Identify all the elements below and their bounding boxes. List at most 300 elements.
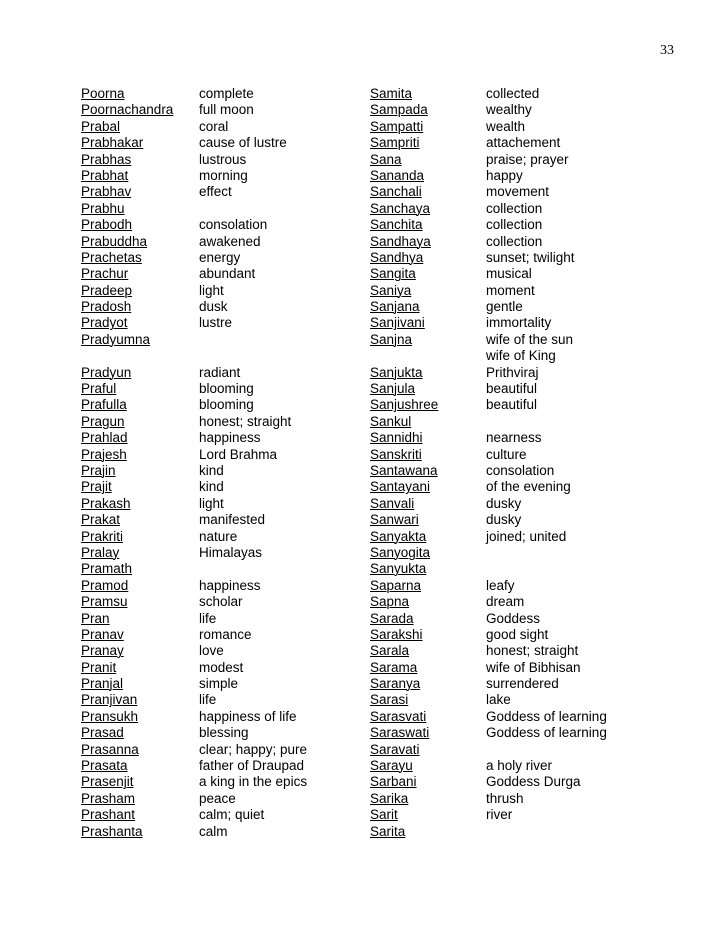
meaning-entry [486, 184, 607, 200]
meaning-entry [199, 725, 307, 741]
meaning-text: good sight [486, 626, 549, 642]
meaning-text: wife of Bibhisan [486, 659, 581, 675]
name-entry [81, 152, 173, 168]
name-entry [81, 447, 173, 463]
meaning-text: wife of the sun [486, 331, 574, 347]
name-text: Sangita [370, 266, 416, 282]
meaning-text: dusk [199, 299, 228, 315]
name-text: Pranay [81, 643, 124, 659]
meaning-text: consolation [199, 217, 268, 233]
name-entry [81, 250, 173, 266]
meaning-entry [486, 611, 607, 627]
meaning-entry [199, 299, 307, 315]
name-text: Pradeep [81, 282, 133, 298]
meaning-text: happiness [199, 430, 261, 446]
meaning-entry [199, 201, 307, 217]
name-text: Sanjula [370, 381, 416, 397]
name-text: Prashant [81, 807, 136, 823]
name-entry [81, 561, 173, 577]
meaning-entry [486, 201, 607, 217]
meaning-text: moment [486, 282, 535, 298]
name-text: Pransukh [81, 708, 139, 724]
name-text: Sanwari [370, 512, 419, 528]
meaning-entry [486, 758, 607, 774]
name-text: Prabodh [81, 217, 133, 233]
name-entry [370, 283, 438, 299]
meaning-text: life [199, 692, 217, 708]
name-text: Sankul [370, 413, 412, 429]
page-number: 33 [660, 43, 674, 58]
meaning-entry [199, 643, 307, 659]
meaning-entry [199, 348, 307, 364]
meaning-entry [486, 266, 607, 282]
name-entry [370, 463, 438, 479]
name-entry [81, 545, 173, 561]
meaning-entry [199, 709, 307, 725]
meaning-text: culture [486, 446, 527, 462]
name-entry [81, 676, 173, 692]
meaning-entry [486, 479, 607, 495]
name-text: Prabhas [81, 151, 132, 167]
meaning-entry [199, 119, 307, 135]
name-text: Sarayu [370, 758, 413, 774]
meaning-entry [199, 414, 307, 430]
name-entry [370, 430, 438, 446]
meaning-text: collection [486, 217, 543, 233]
meaning-text: coral [199, 118, 229, 134]
meaning-text: wealthy [486, 102, 532, 118]
meaning-text: cause of lustre [199, 135, 287, 151]
name-text: Prahlad [81, 430, 128, 446]
meaning-entry [486, 594, 607, 610]
meaning-entry [486, 299, 607, 315]
meaning-text: honest; straight [199, 413, 292, 429]
name-entry [81, 299, 173, 315]
name-text: Prabhakar [81, 135, 144, 151]
name-entry [370, 135, 438, 151]
name-text: Sarasvati [370, 708, 427, 724]
meaning-entry [486, 414, 607, 430]
name-text: Pran [81, 610, 110, 626]
name-entry [81, 709, 173, 725]
meaning-text: awakened [199, 233, 261, 249]
meaning-text: calm [199, 823, 228, 839]
meaning-entry [199, 250, 307, 266]
meaning-text: nearness [486, 430, 542, 446]
meaning-entry [199, 594, 307, 610]
name-entry [370, 660, 438, 676]
name-entry [81, 201, 173, 217]
meaning-entry [199, 397, 307, 413]
meaning-text: happiness of life [199, 708, 297, 724]
meaning-entry [486, 217, 607, 233]
name-text: Prasham [81, 790, 136, 806]
meaning-text: romance [199, 626, 252, 642]
meaning-text: light [199, 495, 224, 511]
name-entry [81, 643, 173, 659]
meaning-text: joined; united [486, 528, 567, 544]
name-entry [81, 348, 173, 364]
name-text: Santayani [370, 479, 431, 495]
meaning-entry [486, 627, 607, 643]
meaning-text: sunset; twilight [486, 249, 575, 265]
meaning-text: surrendered [486, 676, 559, 692]
name-text: Sanyogita [370, 544, 431, 560]
meaning-entry [199, 676, 307, 692]
meaning-entry [199, 332, 307, 348]
meaning-entry [199, 742, 307, 758]
meaning-text: modest [199, 659, 244, 675]
meaning-entry [199, 102, 307, 118]
name-text: Saparna [370, 577, 422, 593]
name-entry [81, 168, 173, 184]
meaning-text: Goddess Durga [486, 774, 581, 790]
name-entry [370, 168, 438, 184]
meaning-text: of the evening [486, 479, 571, 495]
name-entry [81, 660, 173, 676]
meaning-text: gentle [486, 299, 523, 315]
meaning-text: complete [199, 86, 254, 101]
meaning-entry [486, 824, 607, 840]
name-text: Sananda [370, 167, 425, 183]
name-text: Prabhat [81, 167, 129, 183]
meaning-entry [486, 102, 607, 118]
meaning-text: musical [486, 266, 532, 282]
name-text: Pranjivan [81, 692, 138, 708]
meaning-entry [486, 332, 607, 348]
name-text: Sampada [370, 102, 428, 118]
name-text: Sanjna [370, 331, 413, 347]
left-meanings-column [199, 86, 307, 840]
meaning-text: blooming [199, 397, 254, 413]
meaning-text: simple [199, 676, 239, 692]
meaning-entry [486, 168, 607, 184]
name-entry [370, 332, 438, 348]
meaning-text: wealth [486, 118, 526, 134]
name-entry [370, 397, 438, 413]
meaning-text: blessing [199, 725, 249, 741]
name-text: Saranya [370, 676, 421, 692]
name-text: Sanjivani [370, 315, 425, 331]
name-text: Poornachandra [81, 102, 174, 118]
meaning-text: lake [486, 692, 511, 708]
name-entry [81, 430, 173, 446]
name-text: Pramath [81, 561, 133, 577]
meaning-text: scholar [199, 594, 243, 610]
meaning-entry [486, 791, 607, 807]
meaning-text: manifested [199, 512, 266, 528]
meaning-entry [199, 463, 307, 479]
name-text: Saraswati [370, 725, 430, 741]
meaning-entry [486, 397, 607, 413]
meaning-text: collected [486, 86, 540, 101]
meaning-entry [486, 545, 607, 561]
name-text: Sanyakta [370, 528, 427, 544]
meaning-entry [486, 561, 607, 577]
name-text: Poorna [81, 86, 125, 101]
name-entry [370, 512, 438, 528]
name-entry [370, 201, 438, 217]
right-meanings-column [486, 86, 607, 840]
name-text: Sandhaya [370, 233, 431, 249]
meaning-text: father of Draupad [199, 758, 305, 774]
name-entry [81, 807, 173, 823]
meaning-text: energy [199, 249, 241, 265]
meaning-text: consolation [486, 462, 555, 478]
meaning-entry [486, 807, 607, 823]
name-text: Prabal [81, 118, 121, 134]
name-entry [81, 742, 173, 758]
name-text: Pragun [81, 413, 125, 429]
name-entry [81, 102, 173, 118]
name-text: Prasata [81, 758, 128, 774]
name-text: Prachur [81, 266, 129, 282]
meaning-text: effect [199, 184, 232, 200]
name-entry [370, 643, 438, 659]
meaning-text: full moon [199, 102, 254, 118]
name-text: Praful [81, 381, 117, 397]
name-text: Pranav [81, 626, 124, 642]
meaning-entry [199, 86, 307, 102]
name-entry [81, 135, 173, 151]
right-names-column [370, 86, 438, 840]
name-entry [81, 774, 173, 790]
name-entry [81, 381, 173, 397]
meaning-entry [199, 381, 307, 397]
meaning-entry [199, 529, 307, 545]
meaning-text: wife of King [486, 348, 556, 364]
name-text: Sampatti [370, 118, 424, 134]
meaning-text: calm; quiet [199, 807, 265, 823]
name-entry [370, 611, 438, 627]
name-entry [370, 742, 438, 758]
name-text: Prajit [81, 479, 112, 495]
meaning-entry [486, 692, 607, 708]
meaning-text: Goddess of learning [486, 708, 607, 724]
name-entry [370, 266, 438, 282]
name-entry [81, 479, 173, 495]
name-entry [81, 414, 173, 430]
name-text: Prabhu [81, 200, 125, 216]
name-entry [370, 447, 438, 463]
meaning-entry [199, 152, 307, 168]
name-entry [81, 627, 173, 643]
name-entry [370, 676, 438, 692]
name-text: Saravati [370, 741, 420, 757]
name-entry [370, 152, 438, 168]
meaning-text: love [199, 643, 224, 659]
name-entry [81, 758, 173, 774]
meaning-text: a holy river [486, 758, 553, 774]
meaning-entry [486, 496, 607, 512]
name-entry [370, 414, 438, 430]
meaning-text: light [199, 282, 224, 298]
meaning-entry [199, 283, 307, 299]
meaning-entry [486, 578, 607, 594]
name-text: Sarada [370, 610, 414, 626]
name-text: Pradyumna [81, 331, 151, 347]
name-text: Prasanna [81, 741, 139, 757]
meaning-entry [486, 250, 607, 266]
name-entry [81, 496, 173, 512]
name-entry [81, 86, 173, 102]
name-text: Sarakshi [370, 626, 423, 642]
name-entry [370, 692, 438, 708]
name-entry [370, 479, 438, 495]
name-entry [370, 824, 438, 840]
meaning-entry [199, 184, 307, 200]
meaning-entry [199, 315, 307, 331]
name-text: Sampriti [370, 135, 420, 151]
meaning-text: happiness [199, 577, 261, 593]
name-entry [370, 102, 438, 118]
name-text: Sarasi [370, 692, 409, 708]
name-entry [370, 365, 438, 381]
meaning-text: Prithviraj [486, 364, 539, 380]
meaning-entry [486, 152, 607, 168]
meaning-text: lustrous [199, 151, 247, 167]
meaning-entry [199, 824, 307, 840]
name-text: Pramsu [81, 594, 128, 610]
name-entry [81, 315, 173, 331]
name-entry [81, 529, 173, 545]
meaning-text: Lord Brahma [199, 446, 278, 462]
name-text: Sana [370, 151, 402, 167]
name-entry [370, 529, 438, 545]
name-entry [81, 791, 173, 807]
meaning-text: abundant [199, 266, 256, 282]
name-text: Sarama [370, 659, 418, 675]
name-text: Santawana [370, 462, 438, 478]
name-entry [370, 709, 438, 725]
name-entry [370, 496, 438, 512]
meaning-entry [199, 660, 307, 676]
meaning-entry [486, 86, 607, 102]
name-text: Sanchita [370, 217, 423, 233]
meaning-text: dream [486, 594, 525, 610]
meaning-entry [199, 447, 307, 463]
meaning-text: blooming [199, 381, 254, 397]
name-entry [81, 397, 173, 413]
name-entry [370, 315, 438, 331]
name-entry [81, 578, 173, 594]
name-text: Sanjukta [370, 364, 423, 380]
name-entry [81, 611, 173, 627]
name-entry [81, 725, 173, 741]
name-entry [81, 217, 173, 233]
name-entry [370, 627, 438, 643]
meaning-entry [486, 512, 607, 528]
meaning-entry [486, 315, 607, 331]
name-text: Sapna [370, 594, 410, 610]
name-text: Pralay [81, 544, 120, 560]
name-text: Prasad [81, 725, 124, 741]
name-entry [370, 545, 438, 561]
meaning-text: river [486, 807, 513, 823]
meaning-text: Himalayas [199, 544, 263, 560]
meaning-entry [199, 627, 307, 643]
name-entry [370, 578, 438, 594]
meaning-text: peace [199, 790, 236, 806]
meaning-text: dusky [486, 512, 522, 528]
meaning-text: beautiful [486, 397, 538, 413]
meaning-text: leafy [486, 577, 515, 593]
meaning-entry [486, 430, 607, 446]
name-entry [370, 758, 438, 774]
name-text: Pranit [81, 659, 117, 675]
name-entry [370, 217, 438, 233]
meaning-entry [199, 217, 307, 233]
name-entry [370, 119, 438, 135]
meaning-entry [199, 135, 307, 151]
meaning-text: a king in the epics [199, 774, 308, 790]
meaning-entry [199, 234, 307, 250]
name-text: Sanskriti [370, 446, 422, 462]
meaning-text: collection [486, 200, 543, 216]
name-entry [81, 119, 173, 135]
name-text: Prakash [81, 495, 131, 511]
name-entry [81, 234, 173, 250]
name-text: Sarbani [370, 774, 417, 790]
meaning-entry [486, 463, 607, 479]
meaning-text: honest; straight [486, 643, 579, 659]
meaning-entry [199, 168, 307, 184]
meaning-text: collection [486, 233, 543, 249]
name-entry [370, 594, 438, 610]
meaning-text: praise; prayer [486, 151, 569, 167]
meaning-text: immortality [486, 315, 552, 331]
meaning-entry [486, 774, 607, 790]
name-text: Prashanta [81, 823, 143, 839]
meaning-entry [199, 774, 307, 790]
meaning-text: Goddess [486, 610, 541, 626]
name-text: Sanchali [370, 184, 422, 200]
name-text: Sannidhi [370, 430, 423, 446]
name-text: Sanchaya [370, 200, 431, 216]
meaning-entry [486, 119, 607, 135]
name-text: Prasenjit [81, 774, 134, 790]
name-text: Saniya [370, 282, 412, 298]
name-text: Pradyun [81, 364, 132, 380]
name-entry [370, 299, 438, 315]
name-text: Prabuddha [81, 233, 148, 249]
name-text: Sanvali [370, 495, 415, 511]
name-text: Sanjushree [370, 397, 439, 413]
meaning-text: radiant [199, 364, 241, 380]
meaning-entry [199, 758, 307, 774]
name-text: Prakriti [81, 528, 124, 544]
name-entry [81, 365, 173, 381]
name-text: Sarala [370, 643, 410, 659]
name-text: Prafulla [81, 397, 127, 413]
meaning-text: clear; happy; pure [199, 741, 308, 757]
name-entry [81, 512, 173, 528]
meaning-entry [486, 643, 607, 659]
name-entry [370, 774, 438, 790]
name-text: Sarika [370, 790, 409, 806]
name-text: Prajesh [81, 446, 127, 462]
name-entry [81, 692, 173, 708]
meaning-entry [486, 348, 607, 364]
meaning-text: thrush [486, 790, 524, 806]
meaning-text: nature [199, 528, 238, 544]
name-entry [370, 561, 438, 577]
meaning-entry [199, 512, 307, 528]
meaning-text: happy [486, 167, 523, 183]
meaning-entry [199, 692, 307, 708]
name-text: Prachetas [81, 249, 142, 265]
meaning-entry [199, 807, 307, 823]
